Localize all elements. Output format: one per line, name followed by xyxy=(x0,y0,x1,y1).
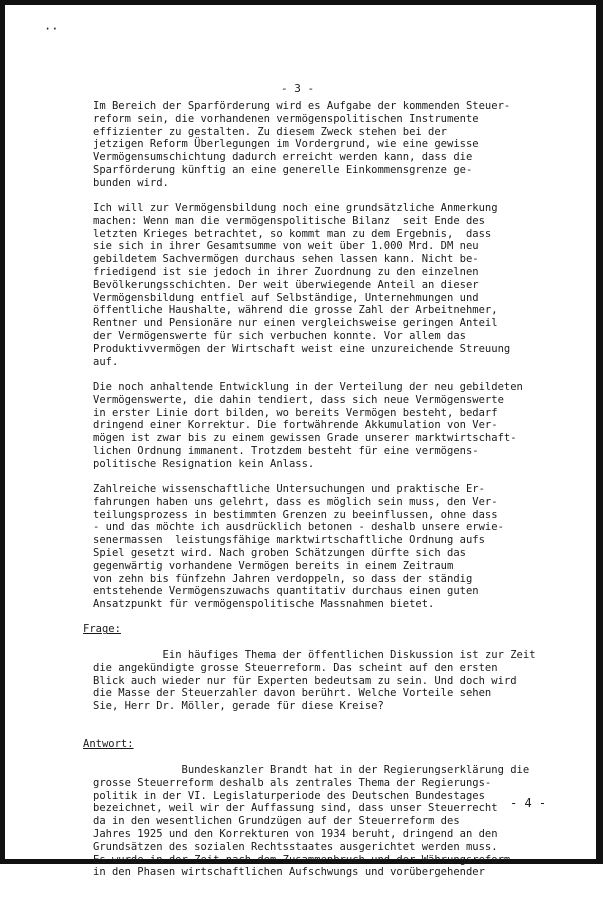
answer-text: Bundeskanzler Brandt hat in der Regierungserklärung die grosse Steuerreform deshalb als zentrales Thema der Regierungs- politik in der VI. Legislaturperiode des Deutschen Bundestages bezeichnet, weil wir der Auffassung sind, dass unser Steuerrecht da in den wesentlichen Grundzügen auf der Steuerreform des Jahres 1925 und den Korrekturen von 1934 beruht, dringend an den Grundsätzen des sozialen Rechtsstaates ausgerichtet werden muss. Es wurde in der Zeit nach dem Zusammenbruch und der Währungsreform in den Phasen wirtschaftlichen Aufschwungs und vorübergehender xyxy=(93,763,530,879)
scan-border-left xyxy=(0,0,5,864)
scan-border-right xyxy=(596,0,603,864)
paragraph-2: Ich will zur Vermögensbildung noch eine grundsätzliche Anmerkung machen: Wenn man die vermögenspolitische Bilanz seit Ende des letzten Krieges betrachtet, so kommt man zu dem Ergebnis, dass sie sich in ihrer Gesamtsumme von weit über 1.000 Mrd. DM neu gebildetem Sachvermögen durchaus sehen lassen kann. Nicht be- friedigend ist sie jedoch in ihrer Zuordnung zu den einzelnen Bevölkerungsschichten. Der weit überwiegende Anteil an dieser Vermögensbildung entfiel auf Selbständige, Unternehmungen und öffentliche Haushalte, während die grosse Zahl der Arbeitnehmer, Rentner und Pensionäre nur einen vergleichsweise geringen Anteil der Vermögenswerte für sich verbuchen konnte. Vor allem das Produktivvermögen der Wirtschaft weist eine unzureichende Streuung auf. xyxy=(93,202,511,368)
paragraph-4: Zahlreiche wissenschaftliche Untersuchungen und praktische Er- fahrungen haben uns gelehrt, dass es möglich sein muss, den Ver- teilungsprozess in bestimmten Grenzen zu beeinflussen, ohne dass - und das möchte ich ausdrücklich betonen - deshalb unsere erwie- senermassen leistungsfähige marktwirtschaftliche Ordnung aufs Spiel gesetzt wird. Nach groben Schätzungen dürfte sich das gegenwärtig vorhandene Vermögen bereits in einem Zeitraum von zehn bis fünfzehn Jahren verdoppeln, so dass der ständig entstehende Vermögenszuwachs quantitativ durchaus einen guten Ansatzpunkt für vermögenspolitische Massnahmen bietet. xyxy=(93,483,504,611)
paragraph-3: Die noch anhaltende Entwicklung in der Verteilung der neu gebildeten Vermögenswerte, die dahin tendiert, dass sich neue Vermögenswerte in erster Linie dort bilden, wo bereits Vermögen besteht, bedarf dringend einer Korrektur. Die fortwährende Akkumulation von Ver- mögen ist zwar bis zu einem gewissen Grade unserer marktwirtschaft- lichen Ordnung immanent. Trotzdem besteht für eine vermögens- politische Resignation kein Anlass. xyxy=(93,380,523,470)
question-text: Ein häufiges Thema der öffentlichen Diskussion ist zur Zeit die angekündigte grosse Steuerreform. Das scheint auf den ersten Blick auch wieder nur für Experten bedeutsam zu sein. Und doch wird die Masse der Steuerzahler davon berührt. Welche Vorteile sehen Sie, Herr Dr. Möller, gerade für diese Kreise? xyxy=(93,649,536,713)
page-number: - 3 - xyxy=(281,82,315,95)
answer-block xyxy=(83,738,565,892)
paragraph-1: Im Bereich der Sparförderung wird es Aufgabe der kommenden Steuer- reform sein, die vorhandenen vermögenspolitischen Instrumente effizienter zu gestalten. Zu diesem Zweck stehen bei der jetzigen Reform Überlegungen im Vordergrund, wie eine gewisse Vermögensumschichtung dadurch erreicht werden kann, dass die Sparförderung künftig an eine generelle Einkommensgrenze ge- bunden wird. xyxy=(93,100,511,189)
document-body xyxy=(83,100,565,904)
scan-border-top xyxy=(0,0,603,5)
answer-label: Antwort: xyxy=(83,738,134,751)
question-block xyxy=(83,623,565,725)
question-label: Frage: xyxy=(83,623,121,636)
corner-mark: ·· xyxy=(44,22,59,36)
next-page-marker: - 4 - xyxy=(510,796,547,810)
